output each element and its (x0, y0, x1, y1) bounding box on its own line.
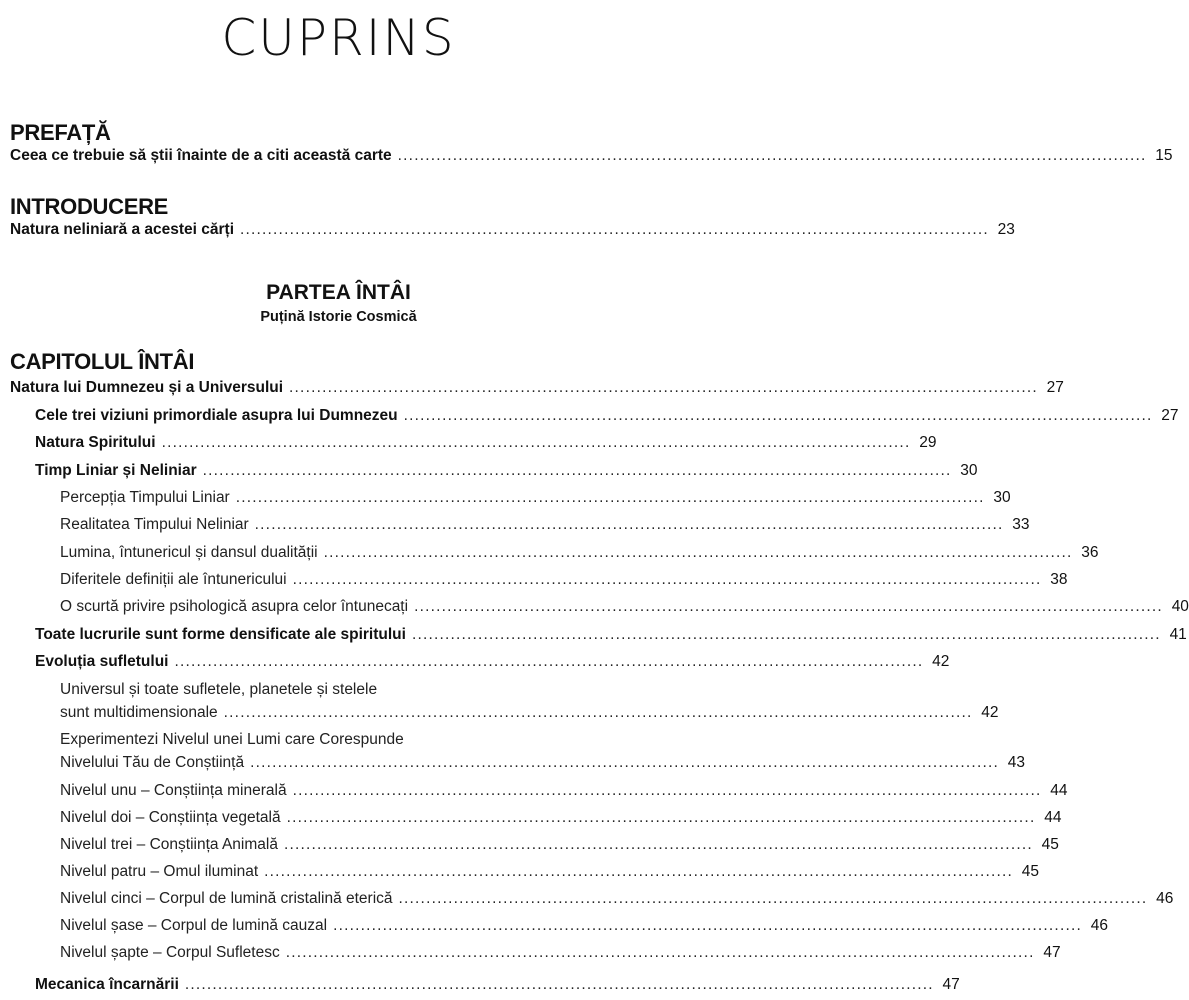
toc-leader-dots: ........................................................................................................................................ (323, 544, 1073, 561)
toc-page-number: 44 (1050, 782, 1068, 799)
toc-entry[interactable] (60, 888, 1174, 910)
toc-leader-dots: ........................................................................................................................................ (223, 704, 973, 721)
toc-page-number: 33 (1012, 516, 1030, 533)
toc-leader-dots: ........................................................................................................................................ (235, 489, 985, 506)
toc-entry-label: Nivelul trei – Conștiința Animală (60, 836, 278, 853)
toc-entry[interactable] (60, 702, 999, 724)
toc-leader-dots: ........................................................................................................................................ (161, 434, 911, 451)
toc-entry[interactable] (35, 624, 1187, 646)
toc-entry[interactable] (60, 834, 1059, 856)
toc-entry-label: Timp Liniar și Neliniar (35, 462, 197, 479)
toc-page-number: 30 (993, 489, 1011, 506)
toc-leader-dots: ........................................................................................................................................ (411, 626, 1161, 643)
toc-entry-label: Realitatea Timpului Neliniar (60, 516, 249, 533)
toc-entry-label: Nivelul doi – Conștiința vegetală (60, 809, 281, 826)
toc-leader-dots: ........................................................................................................................................ (264, 863, 1014, 880)
toc-entry[interactable] (60, 487, 1011, 509)
toc-page-number: 46 (1156, 890, 1174, 907)
page-title: CUPRINS (221, 9, 456, 67)
toc-entry[interactable] (35, 460, 978, 482)
toc-entry[interactable] (60, 780, 1068, 802)
toc-entry-label: Nivelul șase – Corpul de lumină cauzal (60, 917, 328, 934)
toc-page-number: 44 (1044, 809, 1062, 826)
toc-page-number: 27 (1161, 407, 1179, 424)
toc-leader-dots: ........................................................................................................................................ (292, 571, 1042, 588)
toc-page-number: 42 (981, 704, 999, 721)
toc-page-number: 45 (1041, 836, 1059, 853)
toc-page-number: 47 (942, 976, 960, 993)
toc-entry-label: Natura lui Dumnezeu și a Universului (10, 379, 284, 396)
toc-entry[interactable] (60, 514, 1030, 536)
toc-leader-dots: ........................................................................................................................................ (250, 754, 999, 771)
toc-entry-label: Percepția Timpului Liniar (60, 489, 230, 506)
toc-entry[interactable] (35, 432, 937, 454)
toc-entry[interactable] (60, 752, 1025, 774)
toc-leader-dots: ........................................................................................................................................ (286, 809, 1036, 826)
toc-page-number: 29 (919, 434, 937, 451)
toc-entry[interactable] (60, 861, 1040, 883)
toc-page-number: 43 (1007, 754, 1025, 771)
toc-entry[interactable] (60, 596, 1189, 618)
toc-leader-dots: ........................................................................................................................................ (285, 944, 1035, 961)
toc-entry-label-line1: Experimentezi Nivelul unei Lumi care Corespunde (60, 731, 404, 748)
toc-entry[interactable] (60, 915, 1108, 937)
toc-leader-dots: ........................................................................................................................................ (397, 147, 1147, 164)
toc-page-number: 36 (1081, 544, 1099, 561)
toc-page-number: 45 (1021, 863, 1040, 880)
toc-entry[interactable] (60, 942, 1061, 964)
toc-page-number: 46 (1090, 917, 1108, 934)
toc-entry-label-line1: Universul și toate sufletele, planetele și stelele (60, 681, 378, 698)
toc-entry-label: Cele trei viziuni primordiale asupra lui Dumnezeu (35, 407, 398, 424)
toc-leader-dots: ........................................................................................................................................ (403, 407, 1153, 424)
toc-leader-dots: ........................................................................................................................................ (184, 976, 934, 993)
toc-page-number: 23 (997, 221, 1015, 238)
toc-entry-preface[interactable] (10, 145, 1173, 167)
toc-page-number: 30 (960, 462, 978, 479)
chapter-heading: CAPITOLUL ÎNTÂI (10, 349, 195, 374)
toc-leader-dots: ........................................................................................................................................ (202, 462, 952, 479)
preface-heading: PREFAȚĂ (10, 120, 111, 145)
toc-page-number: 38 (1050, 571, 1068, 588)
toc-entry[interactable] (35, 405, 1179, 427)
toc-entry[interactable] (60, 542, 1099, 564)
toc-leader-dots: ........................................................................................................................................ (254, 516, 1004, 533)
toc-leader-dots: ........................................................................................................................................ (414, 598, 1163, 615)
introduction-heading: INTRODUCERE (10, 194, 169, 219)
toc-entry-label: Nivelul cinci – Corpul de lumină cristalină eterică (60, 890, 393, 907)
toc-page-number: 47 (1043, 944, 1061, 961)
toc-entry-label: Natura Spiritului (35, 434, 156, 451)
part-title: PARTEA ÎNTÂI (266, 281, 411, 304)
toc-entry-label: Toate lucrurile sunt forme densificate ale spiritului (35, 626, 406, 643)
toc-page-number: 41 (1169, 626, 1187, 643)
toc-leader-dots: ........................................................................................................................................ (292, 782, 1042, 799)
toc-leader-dots: ........................................................................................................................................ (283, 836, 1033, 853)
toc-entry-label: Nivelul unu – Conștiința minerală (60, 782, 287, 799)
toc-entry-label: Nivelul șapte – Corpul Sufletesc (60, 944, 280, 961)
toc-entry-label: Diferitele definiții ale întunericului (60, 571, 287, 588)
toc-leader-dots: ........................................................................................................................................ (240, 221, 989, 238)
toc-leader-dots: ........................................................................................................................................ (333, 917, 1082, 934)
toc-page-number: 42 (932, 653, 950, 670)
toc-entry[interactable] (10, 377, 1064, 399)
toc-entry-label: Lumina, întunericul și dansul dualității (60, 544, 318, 561)
toc-entry[interactable] (60, 807, 1062, 829)
toc-page-number: 15 (1155, 147, 1173, 164)
toc-entry-label: Mecanica încarnării (35, 976, 179, 993)
toc-leader-dots: ........................................................................................................................................ (174, 653, 924, 670)
toc-entry-label: Nivelului Tău de Conștiință (60, 754, 245, 771)
toc-entry-label: Natura neliniară a acestei cărți (10, 221, 235, 238)
toc-entry[interactable] (35, 974, 960, 996)
toc-entry[interactable] (60, 569, 1068, 591)
toc-entry-label: O scurtă privire psihologică asupra celor întunecați (60, 598, 409, 615)
toc-leader-dots: ........................................................................................................................................ (289, 379, 1038, 396)
toc-leader-dots: ........................................................................................................................................ (398, 890, 1148, 907)
toc-page-number: 27 (1046, 379, 1064, 396)
toc-entry-label: Ceea ce trebuie să știi înainte de a citi această carte (10, 147, 392, 164)
toc-entry[interactable] (35, 651, 950, 673)
part-subtitle: Puțină Istorie Cosmică (260, 309, 417, 325)
toc-entry-introduction[interactable] (10, 219, 1015, 241)
toc-entry-label: Evoluția sufletului (35, 653, 169, 670)
toc-entry-label: Nivelul patru – Omul iluminat (60, 863, 259, 880)
toc-entry-label: sunt multidimensionale (60, 704, 218, 721)
toc-page-number: 40 (1171, 598, 1189, 615)
